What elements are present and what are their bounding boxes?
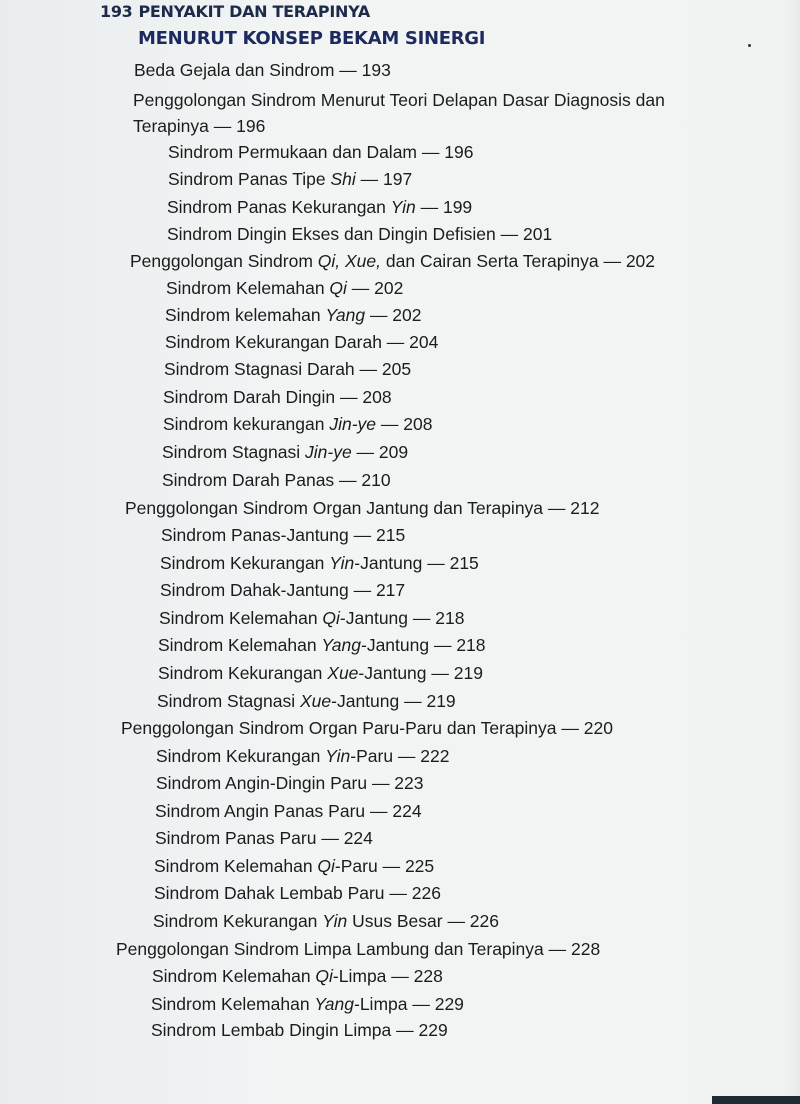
toc-subsection-entry [163,412,432,436]
toc-italic-term: Yin [325,746,351,766]
toc-text: Sindrom Kekurangan [158,663,328,683]
toc-italic-term: Qi [322,608,340,628]
chapter-title-line2: MENURUT KONSEP BEKAM SINERGI [138,28,486,49]
toc-text: Beda Gejala dan Sindrom — 193 [134,60,391,80]
toc-text: Sindrom Darah Dingin — 208 [163,387,392,407]
toc-italic-term: Jin-ye [329,414,377,434]
toc-text: -Paru — 222 [350,746,450,766]
toc-text: -Paru — 225 [334,856,435,876]
toc-subsection-entry [158,661,483,685]
toc-text: Sindrom Kekurangan [160,553,330,573]
toc-subsection-entry [161,523,405,547]
toc-text: -Jantung — 219 [358,663,483,683]
toc-section-entry [116,937,600,961]
toc-text: dan Cairan Serta Terapinya — 202 [381,251,656,271]
corner-tab [712,1096,800,1104]
toc-text: Penggolongan Sindrom Menurut Teori Delapan Dasar Diagnosis dan [133,90,665,110]
toc-text: Sindrom Dingin Ekses dan Dingin Defisien — 201 [167,224,553,244]
toc-text: Sindrom Kelemahan [151,994,315,1014]
toc-italic-term: Yang [314,994,354,1014]
toc-subsection-entry [160,578,405,602]
toc-italic-term: Qi, Xue, [317,251,382,271]
toc-subsection-entry [158,633,486,657]
page-number: 193 [100,2,133,21]
toc-subsection-entry [167,222,552,246]
toc-text: Sindrom Panas Tipe [168,169,331,189]
toc-text: — 208 [376,414,433,434]
toc-text: — 199 [415,197,473,217]
toc-text: Sindrom kelemahan [165,305,326,325]
toc-subsection-entry [166,276,403,300]
toc-text: — 197 [355,169,413,189]
toc-italic-term: Yang [321,635,361,655]
toc-subsection-entry [157,689,456,713]
toc-text: Sindrom Kekurangan [153,911,323,931]
toc-text: Sindrom kekurangan [163,414,330,434]
toc-subsection-entry [162,440,408,464]
toc-text: Sindrom Permukaan dan Dalam — 196 [168,142,474,162]
toc-subsection-entry [154,881,441,905]
toc-subsection-entry [156,744,449,768]
toc-text: -Jantung — 219 [331,691,456,711]
toc-text: Sindrom Stagnasi Darah — 205 [164,359,412,379]
toc-subsection-entry [156,771,424,795]
toc-subsection-entry [165,303,422,327]
toc-italic-term: Yang [325,305,366,325]
toc-text: Penggolongan Sindrom Organ Jantung dan Terapinya — 212 [125,498,600,518]
toc-subsection-entry [162,468,391,492]
toc-text: Sindrom Panas-Jantung — 215 [161,525,406,545]
toc-text: Sindrom Kelemahan [159,608,323,628]
toc-text: -Jantung — 218 [361,635,486,655]
toc-text: Penggolongan Sindrom [130,251,318,271]
toc-subsection-entry [167,195,472,219]
toc-subsection-entry [168,167,412,191]
toc-subsection-entry [165,330,438,354]
toc-text: Penggolongan Sindrom Limpa Lambung dan Terapinya — 228 [116,939,601,959]
toc-text: Sindrom Lembab Dingin Limpa — 229 [151,1020,448,1040]
toc-subsection-entry [152,964,443,988]
toc-section-entry [133,114,265,138]
toc-italic-term: Shi [330,169,356,189]
toc-italic-term: Xue [300,691,332,711]
toc-italic-term: Qi [329,278,347,298]
toc-text: -Jantung — 215 [354,553,479,573]
toc-text: Sindrom Kekurangan Darah — 204 [165,332,439,352]
toc-subsection-entry [153,909,499,933]
toc-text: -Jantung — 218 [339,608,465,628]
chapter-title-line1: PENYAKIT DAN TERAPINYA [138,2,370,21]
toc-section-entry [125,496,599,520]
toc-text: Sindrom Panas Paru — 224 [155,828,373,848]
toc-subsection-entry [151,992,464,1016]
toc-italic-term: Jin-ye [305,442,352,462]
page-edge-shadow [782,0,800,1104]
toc-text: — 202 [346,278,404,298]
toc-text: Sindrom Kelemahan [154,856,318,876]
toc-italic-term: Qi [315,966,333,986]
toc-section-entry [133,88,665,112]
toc-text: Sindrom Stagnasi [157,691,300,711]
toc-subsection-entry [155,826,373,850]
toc-text: — 202 [365,305,422,325]
toc-text: -Limpa — 229 [354,994,464,1014]
toc-text: Sindrom Darah Panas — 210 [162,470,391,490]
toc-subsection-entry [160,551,479,575]
toc-text: Sindrom Kelemahan [158,635,322,655]
toc-subsection-entry [151,1018,448,1042]
toc-text: Sindrom Kelemahan [152,966,316,986]
toc-italic-term: Yin [322,911,348,931]
toc-text: Usus Besar — 226 [347,911,499,931]
toc-italic-term: Yin [329,553,355,573]
toc-text: Sindrom Dahak-Jantung — 217 [160,580,406,600]
toc-text: Sindrom Stagnasi [162,442,305,462]
toc-subsection-entry [163,385,392,409]
toc-text: Sindrom Kekurangan [156,746,326,766]
toc-subsection-entry [168,140,473,164]
toc-text: Sindrom Angin-Dingin Paru — 223 [156,773,424,793]
toc-text: Sindrom Angin Panas Paru — 224 [155,801,422,821]
toc-text: Sindrom Panas Kekurangan [167,197,391,217]
toc-italic-term: Yin [390,197,416,217]
toc-text: Sindrom Kelemahan [166,278,330,298]
toc-section-entry [134,58,391,82]
toc-text: — 209 [351,442,409,462]
toc-subsection-entry [164,357,411,381]
toc-section-entry [121,716,613,740]
toc-text: Terapinya — 196 [133,116,266,136]
toc-text: Penggolongan Sindrom Organ Paru-Paru dan Terapinya — 220 [121,718,613,738]
toc-text: -Limpa — 228 [332,966,443,986]
toc-italic-term: Qi [317,856,335,876]
toc-italic-term: Xue [327,663,359,683]
toc-subsection-entry [159,606,464,630]
toc-section-entry [130,249,655,273]
toc-subsection-entry [155,799,422,823]
toc-subsection-entry [154,854,434,878]
toc-text: Sindrom Dahak Lembab Paru — 226 [154,883,441,903]
